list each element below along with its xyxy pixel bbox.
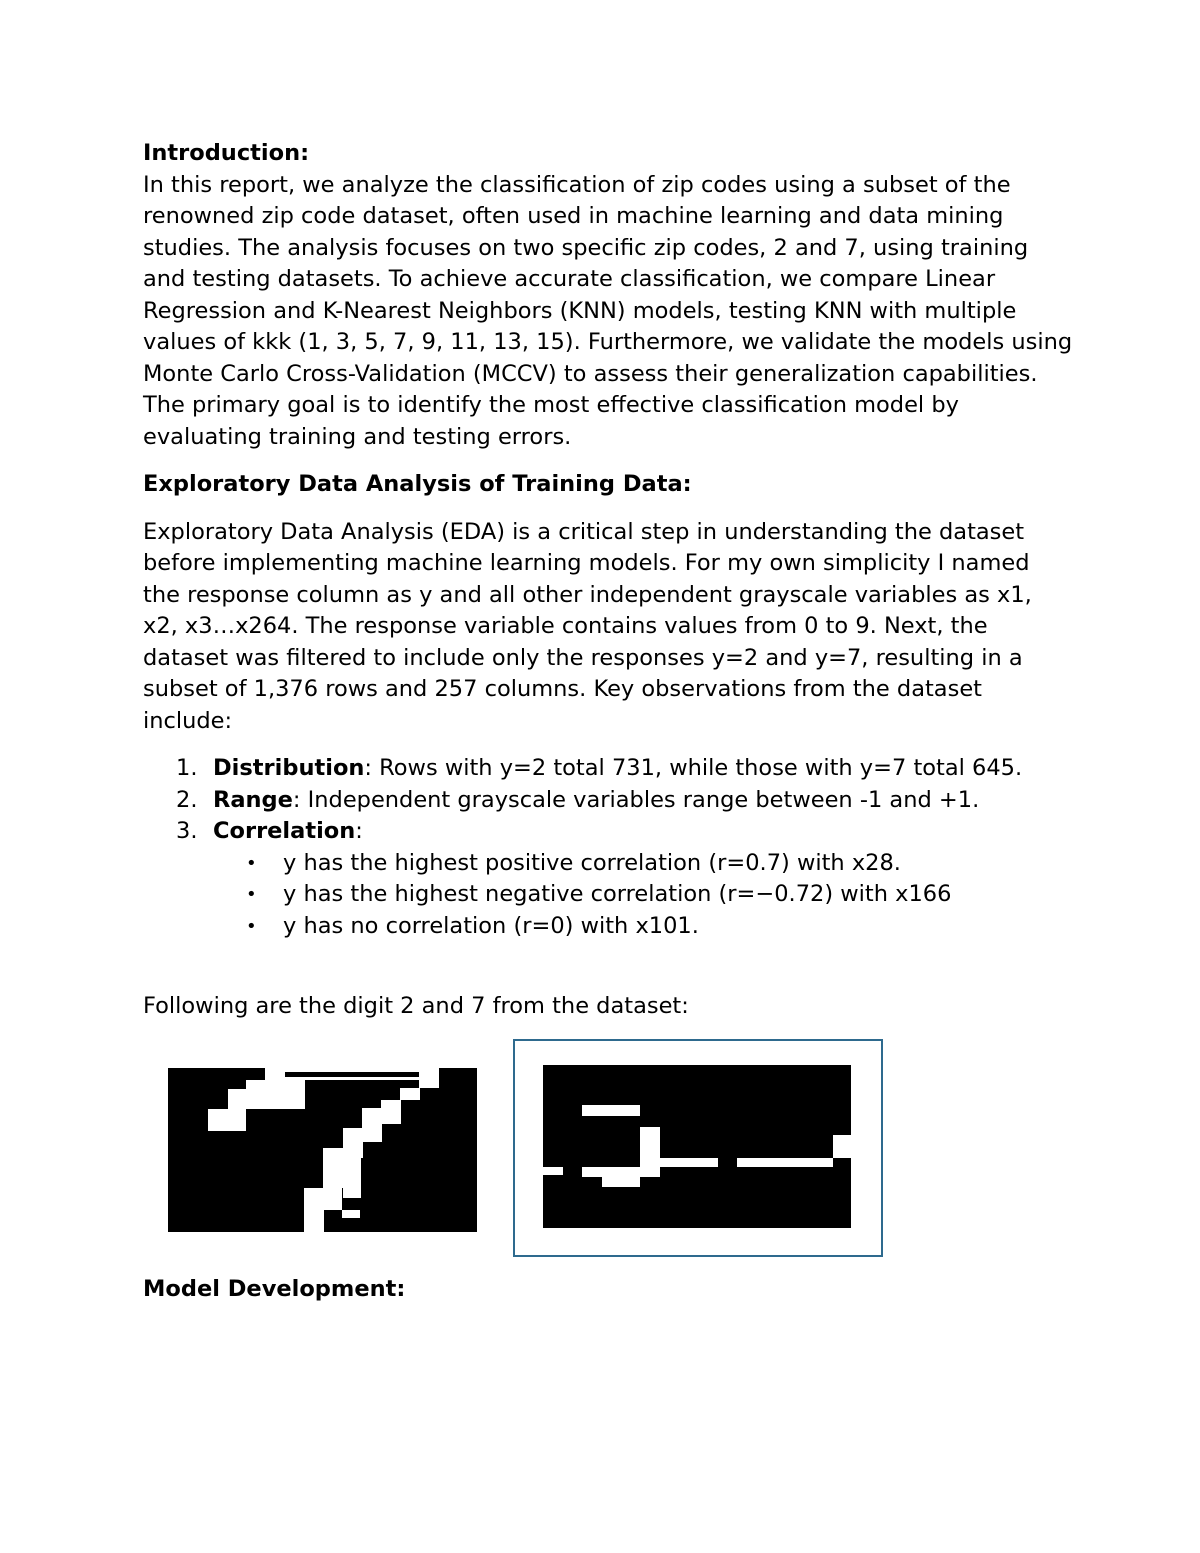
correlation-text: y has the highest positive correlation (r=0.7) with x28. [283,849,901,876]
observation-item-distribution [176,753,1073,785]
bullet-icon: • [246,915,257,937]
eda-heading: Exploratory Data Analysis of Training Data: [143,471,692,497]
observation-text: : Independent grayscale variables range between -1 and +1. [292,786,980,813]
introduction-heading: Introduction: [143,140,310,166]
correlation-item [246,879,1073,911]
bullet-icon: • [246,884,257,905]
observation-item-range [176,785,1073,817]
observation-term: Distribution [213,755,365,781]
list-number: 1. [176,755,198,781]
observation-term: Range [213,786,293,813]
model-development-heading: Model Development: [143,1276,406,1302]
correlation-item [246,911,1073,943]
introduction-paragraph: In this report, we analyze the classification of zip codes using a subset of the renowned zip code dataset, often used in machine learning and data mining studies. The analysis focuses on two specific zip codes, 2 and 7, using training and testing datasets. To achieve accurate classification, we compare Linear Regression and K-Nearest Neighbors (KNN) models, testing KNN with multiple values of kkk (1, 3, 5, 7, 9, 11, 13, 15). Furthermore, we validate the models using Monte Carlo Cross-Validation (MCCV) to assess their generalization capabilities. The primary goal is to identify the most effective classification model by evaluating training and testing errors. [143,171,1073,450]
correlation-item [246,848,1073,880]
digit-image-1 [168,1068,477,1232]
correlation-list [213,848,1073,943]
correlation-text: y has the highest negative correlation (r=−0.72) with x166 [283,881,952,907]
document-body [143,138,1073,942]
observation-item-correlation [176,816,1073,942]
digit-image-2 [543,1065,851,1228]
figures-caption: Following are the digit 2 and 7 from the dataset: [143,993,689,1019]
observation-term: Correlation [213,818,356,844]
eda-paragraph: Exploratory Data Analysis (EDA) is a critical step in understanding the dataset before implementing machine learning models. For my own simplicity I named the response column as y and all other independent grayscale variables as x1, x2, x3…x264. The response variable contains values from 0 to 9. Next, the dataset was filtered to include only the responses y=2 and y=7, resulting in a subset of 1,376 rows and 257 columns. Key observations from the dataset include: [143,518,1032,734]
bullet-icon: • [246,852,257,874]
list-number: 3. [176,818,198,844]
correlation-text: y has no correlation (r=0) with x101. [283,912,699,939]
list-number: 2. [176,786,198,813]
observation-text: : Rows with y=2 total 731, while those with y=7 total 645. [364,755,1023,781]
observation-text: : [355,818,363,844]
observations-list [143,753,1073,942]
